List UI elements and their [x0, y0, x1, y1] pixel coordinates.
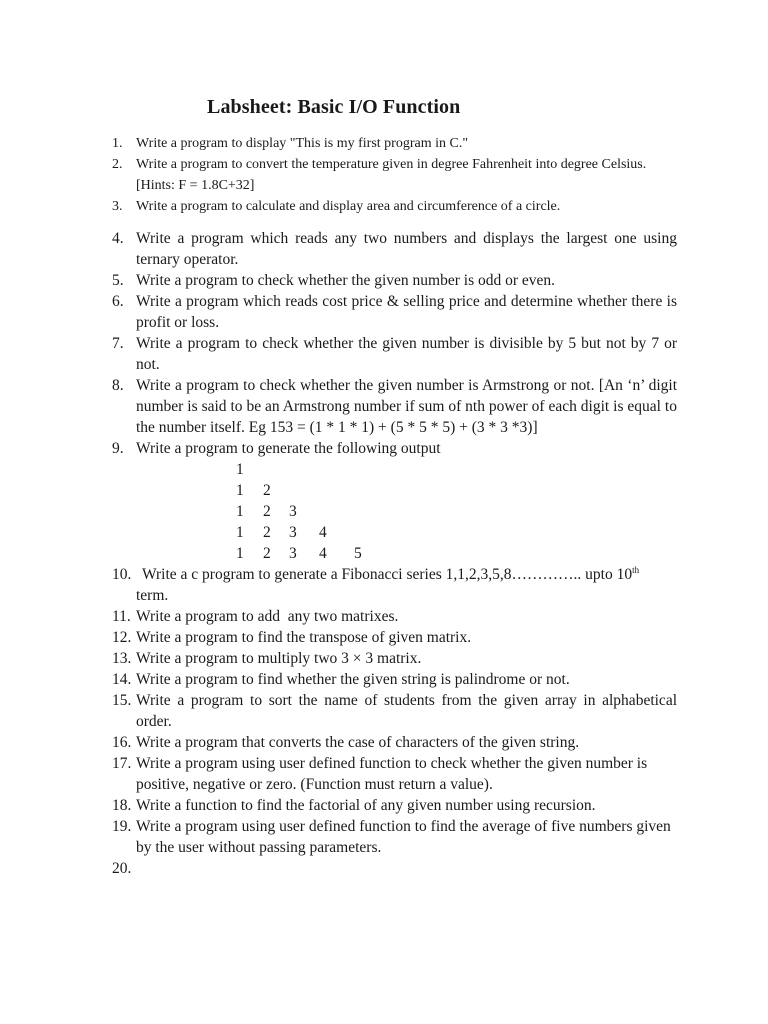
list-item [112, 196, 677, 217]
list-item [112, 648, 677, 669]
item-text: Write a program to multiply two 3 × 3 matrix. [136, 650, 422, 667]
list-item [112, 228, 677, 270]
pattern-value: 1 [236, 524, 244, 541]
item-number: 20. [112, 860, 132, 877]
list-item [112, 627, 677, 648]
pattern-value: 2 [263, 524, 271, 541]
pattern-value: 2 [263, 503, 271, 520]
item-number: 5. [112, 272, 124, 289]
item-text: Write a program which reads any two numbers and displays the largest one using ternary operator. [136, 230, 677, 268]
pattern-value: 3 [289, 545, 297, 562]
item-number: 19. [112, 818, 132, 835]
item-text [136, 564, 677, 585]
item-number: 17. [112, 755, 132, 772]
pattern-value: 3 [289, 503, 297, 520]
item-number: 18. [112, 797, 132, 814]
list-item [112, 564, 677, 606]
pattern-value: 1 [236, 503, 244, 520]
item-text: Write a program which reads cost price & selling price and determine whether there is profit or loss. [136, 293, 677, 331]
item-number: 11. [112, 608, 131, 625]
item-text: Write a program to display "This is my first program in C." [136, 136, 469, 151]
list-item [112, 669, 677, 690]
item-number: 12. [112, 629, 132, 646]
list-item [112, 732, 677, 753]
item-number: 7. [112, 335, 124, 352]
page-title: Labsheet: Basic I/O Function [207, 96, 461, 118]
list-item [112, 753, 677, 795]
item-text: Write a program to check whether the given number is odd or even. [136, 272, 556, 289]
item-text: Write a program that converts the case of characters of the given string. [136, 734, 580, 751]
item-text: Write a program to find the transpose of given matrix. [136, 629, 472, 646]
item-text: Write a program to add any two matrixes. [136, 608, 399, 625]
item-number: 6. [112, 293, 124, 310]
item-number: 10. [112, 566, 132, 583]
list-item [112, 133, 677, 154]
item-number: 13. [112, 650, 132, 667]
list-item [112, 606, 677, 627]
item-number: 3. [112, 199, 123, 214]
pattern-value: 4 [319, 524, 327, 541]
item-number: 9. [112, 440, 124, 457]
item-number: 14. [112, 671, 132, 688]
list-item [112, 270, 677, 291]
list-item [112, 291, 677, 333]
item-text: Write a program to find whether the given string is palindrome or not. [136, 671, 570, 688]
list-item [112, 333, 677, 375]
item-text: Write a program to check whether the given number is divisible by 5 but not by 7 or not. [136, 335, 677, 373]
pattern-value: 1 [236, 482, 244, 499]
list-item [112, 154, 677, 196]
pattern-value: 2 [263, 482, 271, 499]
list-item [112, 690, 677, 732]
pattern-value: 3 [289, 524, 297, 541]
list-item [112, 438, 677, 459]
item-number: 2. [112, 157, 123, 172]
item-number: 16. [112, 734, 132, 751]
list-item [112, 795, 677, 816]
item-text-continuation: term. [136, 587, 169, 604]
pattern-value: 5 [354, 545, 362, 562]
item-text-main: Write a c program to generate a Fibonacci series 1,1,2,3,5,8………….. upto 10 [142, 566, 633, 583]
item-text: Write a program to calculate and display area and circumference of a circle. [136, 199, 561, 214]
item-number: 8. [112, 377, 124, 394]
item-text: Write a program to check whether the given number is Armstrong or not. [An ‘n’ digit number is said to be an Armstrong number if sum of nth power of each digit is equal to the number itself. Eg 153 = (1 * 1 * 1) + (5 * 5 * 5) + (3 * 3 *3)] [136, 377, 677, 436]
pattern-value: 1 [236, 545, 244, 562]
pattern-value: 4 [319, 545, 327, 562]
list-item [112, 816, 677, 858]
superscript-th: th [632, 564, 640, 575]
item-number: 1. [112, 136, 123, 151]
item-text: Write a program using user defined function to find the average of five numbers given by the user without passing parameters. [136, 818, 671, 856]
pattern-value: 1 [236, 461, 244, 478]
list-item [112, 375, 677, 438]
item-number: 4. [112, 230, 124, 247]
item-text: Write a program to sort the name of students from the given array in alphabetical order. [136, 692, 677, 730]
item-number: 15. [112, 692, 132, 709]
item-text: Write a program to convert the temperature given in degree Fahrenheit into degree Celsius. [Hints: F = 1.8C+32] [136, 157, 647, 193]
item-text: Write a program using user defined function to check whether the given number is positive, negative or zero. (Function must return a value). [136, 755, 648, 793]
item-text: Write a function to find the factorial of any given number using recursion. [136, 797, 596, 814]
item-text: Write a program to generate the following output [136, 440, 441, 457]
pattern-value: 2 [263, 545, 271, 562]
